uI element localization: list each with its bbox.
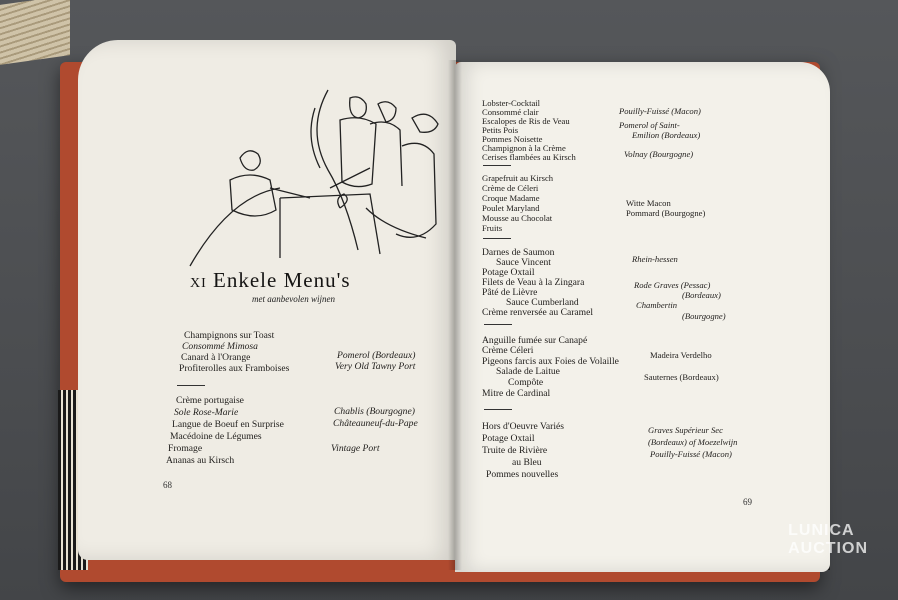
dish: Ananas au Kirsch: [166, 455, 235, 466]
wine: Very Old Tawny Port: [335, 361, 416, 372]
menu-divider: [484, 324, 512, 325]
dish: Darnes de Saumon: [482, 247, 555, 258]
wine: Chablis (Bourgogne): [334, 406, 415, 417]
dish: Mitre de Cardinal: [482, 388, 551, 399]
dish: Fruits: [482, 223, 503, 233]
dish: Langue de Boeuf en Surprise: [172, 419, 284, 430]
dish: Mousse au Chocolat: [482, 213, 553, 223]
wine: Witte Macon: [626, 198, 671, 208]
dish: Cerises flambées au Kirsch: [482, 152, 576, 162]
menu-divider: [177, 385, 205, 386]
book-gutter: [448, 60, 462, 570]
watermark-line1: LUNICA: [788, 522, 855, 539]
wine: Châteauneuf-du-Pape: [333, 418, 418, 429]
wine: Pouilly-Fuissé (Macon): [650, 449, 732, 459]
chapter-heading: [190, 268, 351, 293]
wine: Madeira Verdelho: [650, 350, 712, 360]
wine: Pomerol (Bordeaux): [337, 350, 416, 361]
dish: Macédoine de Légumes: [170, 431, 262, 442]
wine: Pommard (Bourgogne): [626, 208, 706, 218]
dish: Anguille fumée sur Canapé: [482, 335, 588, 346]
wine: Emilion (Bordeaux): [632, 130, 701, 140]
dish: Crème portugaise: [176, 395, 244, 406]
dish: Sauce Cumberland: [506, 297, 579, 308]
dish: Canard à l'Orange: [181, 352, 251, 363]
watermark-line2: AUCTION: [788, 540, 868, 557]
dish: Potage Oxtail: [482, 433, 535, 444]
dish: Poulet Maryland: [482, 203, 540, 213]
wine: Rode Graves (Pessac): [634, 280, 711, 290]
book-stack: [0, 0, 70, 65]
chapter-number: XI: [190, 276, 207, 291]
dish: au Bleu: [512, 457, 542, 468]
page-number-right: 69: [743, 497, 752, 507]
wine: (Bordeaux) of Moezelwijn: [648, 437, 738, 447]
dish: Crème de Céleri: [482, 183, 539, 193]
dish: Consommé clair: [482, 107, 539, 117]
dish: Grapefruit au Kirsch: [482, 173, 554, 183]
page-number-left: 68: [163, 480, 172, 490]
dish: Crème Céleri: [482, 345, 534, 356]
chapter-title: Enkele Menu's: [213, 268, 351, 292]
dish: Pigeons farcis aux Foies de Volaille: [482, 356, 619, 367]
menu-divider: [483, 238, 511, 239]
dish: Champignon à la Crème: [482, 143, 566, 153]
dish: Croque Madame: [482, 193, 540, 203]
dish: Compôte: [508, 377, 544, 388]
dish: Filets de Veau à la Zingara: [482, 277, 585, 288]
dish: Consommé Mimosa: [182, 341, 258, 352]
menu-divider: [484, 409, 512, 410]
dish: Salade de Laitue: [496, 366, 560, 377]
dish: Profiterolles aux Framboises: [179, 363, 290, 374]
wine: Chambertin: [636, 300, 678, 310]
dish: Sole Rose-Marie: [174, 407, 239, 418]
dish: Sauce Vincent: [496, 257, 551, 268]
chapter-subheading: met aanbevolen wijnen: [252, 294, 335, 304]
dish: Hors d'Oeuvre Variés: [482, 421, 565, 432]
wine: (Bourgogne): [682, 311, 726, 321]
wine: Pouilly-Fuissé (Macon): [619, 106, 701, 116]
auction-watermark: [788, 522, 868, 558]
dish: Petits Pois: [482, 125, 519, 135]
wine: (Bordeaux): [682, 290, 721, 300]
dish: Champignons sur Toast: [184, 330, 275, 341]
wine: Vintage Port: [331, 443, 380, 454]
dish: Pommes nouvelles: [486, 469, 559, 480]
wine: Pomerol of Saint-: [619, 120, 680, 130]
dish: Pâté de Lièvre: [482, 287, 538, 298]
wine: Sauternes (Bordeaux): [644, 372, 719, 382]
dish: Truite de Rivière: [482, 445, 548, 456]
sketch-illustration: [180, 88, 440, 268]
dish: Lobster-Cocktail: [482, 98, 541, 108]
dish: Crème renversée au Caramel: [482, 307, 594, 318]
wine: Rhein-hessen: [632, 254, 678, 264]
wine: Graves Supérieur Sec: [648, 425, 723, 435]
dish: Potage Oxtail: [482, 267, 535, 278]
dish: Pommes Noisette: [482, 134, 543, 144]
wine: Volnay (Bourgogne): [624, 149, 694, 159]
dish: Fromage: [168, 443, 203, 454]
dish: Escalopes de Ris de Veau: [482, 116, 570, 126]
menu-divider: [483, 165, 511, 166]
